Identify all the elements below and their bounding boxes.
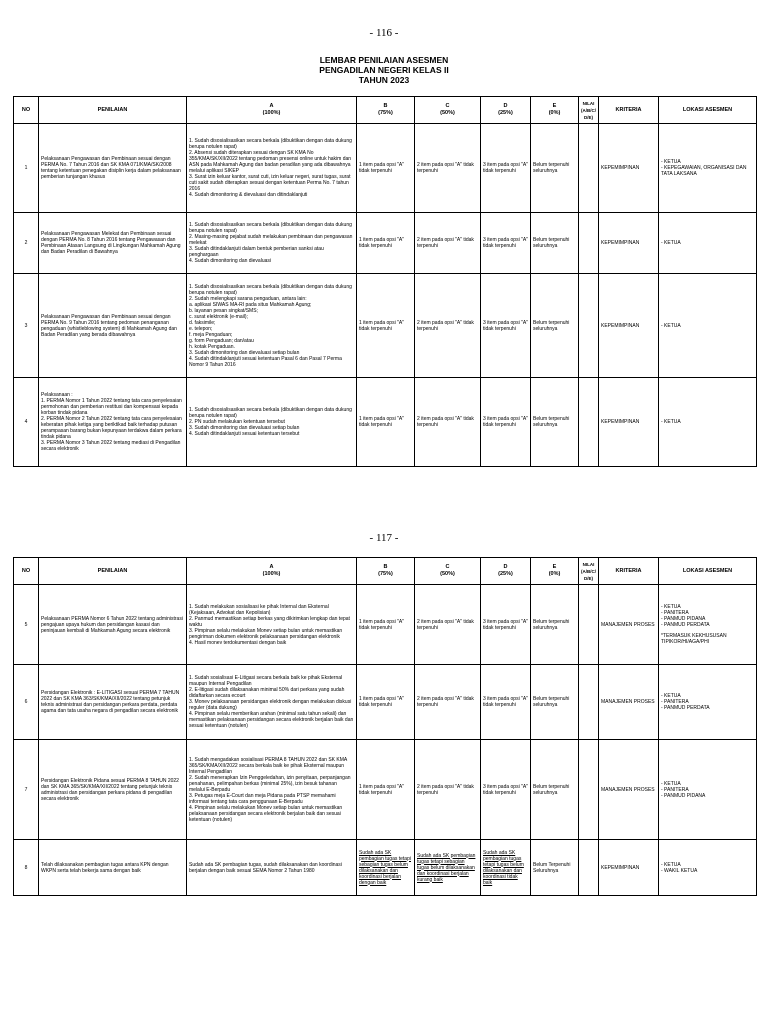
table-row — [14, 124, 757, 213]
row-penilaian: Persidangan Elektronik Pidana sesuai PERMA 8 TAHUN 2022 dan SK KMA 365/SK/KMA/XII/2022 tentang petunjuk teknis administrasi dan persidangan perkara pidana di pengadilan secara elektronik — [39, 740, 187, 840]
row-d: 3 item pada opsi "A" tidak terpenuhi — [481, 274, 531, 378]
row-penilaian: Telah dilaksanakan pembagian tugas antara KPN dengan WKPN serta telah bekerja sama dengan baik — [39, 840, 187, 896]
header-nilai: NILAI (A/B/C/ D/E) — [579, 558, 599, 585]
assessment-table-2 — [13, 557, 757, 896]
row-lokasi: - KETUA - PANITERA - PANMUD PERDATA — [659, 665, 757, 740]
row-d: 3 item pada opsi "A" tidak terpenuhi — [481, 740, 531, 840]
row-e: Belum terpenuhi seluruhnya — [531, 740, 579, 840]
row-nilai[interactable] — [579, 274, 599, 378]
page-number-117: - 117 - — [369, 532, 399, 544]
row-b: 1 item pada opsi "A" tidak terpenuhi — [357, 665, 415, 740]
row-nilai[interactable] — [579, 585, 599, 665]
row-kriteria: MANAJEMEN PROSES — [599, 665, 659, 740]
row-a: Sudah ada SK pembagian tugas, sudah dilaksanakan dan koordinasi berjalan dengan baik sesuai SEMA Nomor 2 Tahun 1980 — [187, 840, 357, 896]
table-row — [14, 274, 757, 378]
row-no: 6 — [14, 665, 39, 740]
row-penilaian: Pelaksanaan PERMA Nomor 6 Tahun 2022 tentang administrasi pengajuan upaya hukum dan persidangan kasasi dan peninjauan kembali di Mahkamah Agung secara elektronik — [39, 585, 187, 665]
table-row — [14, 585, 757, 665]
row-e: Belum terpenuhi seluruhnya — [531, 378, 579, 467]
row-b: Sudah ada SK pembagian tugas tetapi sebagian tugas belum dilaksanakan dan koordinasi berjalan dengan baik — [357, 840, 415, 896]
row-nilai[interactable] — [579, 740, 599, 840]
header-e: E (0%) — [531, 97, 579, 124]
row-lokasi: - KETUA - KEPEGAWAIAN, ORGANISASI DAN TATA LAKSANA — [659, 124, 757, 213]
row-lokasi: - KETUA - PANITERA - PANMUD PIDANA - PANMUD PERDATA *TERMASUK KEKHUSUSAN TIPIKOR/HI/AGA/PHI — [659, 585, 757, 665]
header-nilai: NILAI (A/B/C/ D/E) — [579, 97, 599, 124]
row-lokasi: - KETUA - WAKIL KETUA — [659, 840, 757, 896]
header-penilaian: PENILAIAN — [39, 97, 187, 124]
title-line-2: PENGADILAN NEGERI KELAS II — [319, 65, 449, 75]
row-kriteria: MANAJEMEN PROSES — [599, 585, 659, 665]
document-title — [0, 55, 768, 85]
row-penilaian: Pelaksanaan Pengawasan dan Pembinaan sesuai dengan PERMA No. 7 Tahun 2016 dan SK KMA 071/KMA/SK/2008 tentang ketentuan penegakan disiplin kerja dalam pelaksanaan pemberian tunjangan khusus — [39, 124, 187, 213]
row-b: 1 item pada opsi "A" tidak terpenuhi — [357, 213, 415, 274]
header-d: D (25%) — [481, 558, 531, 585]
row-e: Belum Terpenuhi Seluruhnya — [531, 840, 579, 896]
row-c: 2 item pada opsi "A" tidak terpenuhi — [415, 740, 481, 840]
row-a: 1. Sudah sosialisasi E-Litigasi secara berkala baik ke pihak Eksternal maupun Internal Pengadilan 2. E-litigasi sudah dilaksanakan minimal 50% dari perkara yang sudah didaftarkan secara ecourt 3. Monev pelaksanaan persidangan elektronik dengan melakukan diskusi reguler (data dukung) 4. Pimpinan selalu memberikan arahan (minimal satu tahun sekali) dan memastikan pelaksanaan persidangan secara elektronik berjalan baik dan sesuai ketentuan (notulen) — [187, 665, 357, 740]
row-nilai[interactable] — [579, 840, 599, 896]
row-no: 2 — [14, 213, 39, 274]
row-kriteria: KEPEMIMPINAN — [599, 840, 659, 896]
row-d: Sudah ada SK pembagian tugas tetapi tugas belum dilaksanakan dan koordinasi tidak baik — [481, 840, 531, 896]
assessment-table-1 — [13, 96, 757, 467]
row-no: 8 — [14, 840, 39, 896]
row-kriteria: KEPEMIMPINAN — [599, 274, 659, 378]
row-e: Belum terpenuhi seluruhnya — [531, 213, 579, 274]
row-b: 1 item pada opsi "A" tidak terpenuhi — [357, 124, 415, 213]
row-penilaian: Pelaksanaan Pengawasan Melekat dan Pembinaan sesuai dengan PERMA No. 8 Tahun 2016 tentang Pengawasan dan Pembinaan Atasan Langsung di Lingkungan Mahkamah Agung dan Badan Peradilan di Bawahnya — [39, 213, 187, 274]
row-penilaian: Pelaksanaan : 1. PERMA Nomor 1 Tahun 2022 tentang tata cara penyelesaian permohonan dan pemberian restitusi dan kompensasi kepada korban tindak pidana 2. PERMA Nomor 2 Tahun 2022 tentang tata cara penyelesaian keberatan pihak ketiga yang beriktikad baik terhadap putusan perampasan barang bukan kepunyaan terdakwa dalam perkara tindak pidana 3. PERMA Nomor 3 Tahun 2022 tentang mediasi di Pengadilan secara elektronik — [39, 378, 187, 467]
row-kriteria: KEPEMIMPINAN — [599, 213, 659, 274]
header-lokasi: LOKASI ASESMEN — [659, 558, 757, 585]
table-row — [14, 740, 757, 840]
title-line-3: TAHUN 2023 — [358, 75, 410, 85]
row-b: 1 item pada opsi "A" tidak terpenuhi — [357, 378, 415, 467]
header-b: B (75%) — [357, 97, 415, 124]
row-c: 2 item pada opsi "A" tidak terpenuhi — [415, 124, 481, 213]
row-no: 5 — [14, 585, 39, 665]
row-nilai[interactable] — [579, 378, 599, 467]
row-e: Belum terpenuhi seluruhnya — [531, 124, 579, 213]
row-a: 1. Sudah mengadakan sosialisasi PERMA 8 TAHUN 2022 dan SK KMA 365/SK/KMA/XII/2022 secara berkala baik ke pihak Eksternal maupun Internal Pengadilan 2. Sudah menerapkan Izin Penggeledahan, izin penyitaan, perpanjangan penahanan, pelimpahan berkas (minimal 25%), izin besuk tahanan melalui E-Berpadu 3. Petugas meja E-Court dan meja Pidana pada PTSP memahami informasi tentang tata cara penggunaan E-Berpadu 4. Pimpinan selalu melakukan Monev setiap bulan untuk memastikan pelaksanaan persidangan secara elektronik berjalan baik dan sesuai ketentuan (notulen) — [187, 740, 357, 840]
row-lokasi: - KETUA — [659, 213, 757, 274]
row-kriteria: KEPEMIMPINAN — [599, 378, 659, 467]
row-lokasi: - KETUA - PANITERA - PANMUD PIDANA — [659, 740, 757, 840]
row-nilai[interactable] — [579, 124, 599, 213]
row-e: Belum terpenuhi seluruhnya — [531, 665, 579, 740]
row-no: 7 — [14, 740, 39, 840]
title-line-1: LEMBAR PENILAIAN ASESMEN — [319, 55, 449, 65]
row-c: 2 item pada opsi "A" tidak terpenuhi — [415, 665, 481, 740]
row-nilai[interactable] — [579, 665, 599, 740]
row-d: 3 item pada opsi "A" tidak terpenuhi — [481, 378, 531, 467]
row-a: 1. Sudah disosialisasikan secara berkala (dibuktikan dengan data dukung berupa notulen rapat) 2. Masing-masing pejabat sudah melakukan pembinaan dan pengawasan melekat 3. Sudah ditindaklanjuti dalam bentuk pemberian sanksi atau penghargaan 4. Sudah dimonitoring dan dievaluasi — [187, 213, 357, 274]
row-b: 1 item pada opsi "A" tidak terpenuhi — [357, 740, 415, 840]
header-a: A (100%) — [187, 97, 357, 124]
header-no: NO — [14, 97, 39, 124]
header-kriteria: KRITERIA — [599, 558, 659, 585]
header-kriteria: KRITERIA — [599, 97, 659, 124]
table-row — [14, 665, 757, 740]
page-number-116: - 116 - — [369, 27, 399, 39]
header-c: C (50%) — [415, 97, 481, 124]
header-b: B (75%) — [357, 558, 415, 585]
header-c: C (50%) — [415, 558, 481, 585]
row-nilai[interactable] — [579, 213, 599, 274]
header-row — [14, 558, 757, 585]
row-kriteria: KEPEMIMPINAN — [599, 124, 659, 213]
row-penilaian: Pelaksanaan Pengawasan dan Pembinaan sesuai dengan PERMA No. 9 Tahun 2016 tentang pedoman penanganan pengaduan (whistleblowing system) di Mahkamah Agung dan Badan Peradilan yang berada dibawahnya — [39, 274, 187, 378]
row-lokasi: - KETUA — [659, 378, 757, 467]
row-b: 1 item pada opsi "A" tidak terpenuhi — [357, 274, 415, 378]
row-c: 2 item pada opsi "A" tidak terpenuhi — [415, 378, 481, 467]
row-c: 2 item pada opsi "A" tidak terpenuhi — [415, 274, 481, 378]
row-d: 3 item pada opsi "A" tidak terpenuhi — [481, 124, 531, 213]
row-a: 1. Sudah disosialisasikan secara berkala (dibuktikan dengan data dukung berupa notulen rapat) 2. PN sudah melakukan ketentuan tersebut 3. Sudah dimonitoring dan dievaluasi setiap bulan 4. Sudah ditindaklanjuti sesuai ketentuan tersebut — [187, 378, 357, 467]
row-penilaian: Persidangan Elektronik : E-LITIGASI sesuai PERMA 7 TAHUN 2022 dan SK KMA 363/SK/KMA/XII/2022 tentang petunjuk teknis administrasi dan persidangan perkara perdata, perdata agama dan tata usaha negara di pengadilan secara elektronik — [39, 665, 187, 740]
row-d: 3 item pada opsi "A" tidak terpenuhi — [481, 665, 531, 740]
row-b: 1 item pada opsi "A" tidak terpenuhi — [357, 585, 415, 665]
row-d: 3 item pada opsi "A" tidak terpenuhi — [481, 585, 531, 665]
header-no: NO — [14, 558, 39, 585]
header-a: A (100%) — [187, 558, 357, 585]
row-e: Belum terpenuhi seluruhnya — [531, 585, 579, 665]
row-no: 3 — [14, 274, 39, 378]
header-lokasi: LOKASI ASESMEN — [659, 97, 757, 124]
row-c: 2 item pada opsi "A" tidak terpenuhi — [415, 585, 481, 665]
row-a: 1. Sudah disosialisasikan secara berkala (dibuktikan dengan data dukung berupa notulen rapat) 2. Sudah melengkapi sarana pengaduan, antara lain: a. aplikasi SIWAS MA-RI pada situs Mahkamah Agung; b. layanan pesan singkat/SMS; c. surat elektronik (e-mail); d. faksimile; e. telepon; f. meja Pengaduan; g. form Pengaduan; dan/atau h. kotak Pengaduan. 3. Sudah dimonitoring dan dievaluasi setiap bulan 4. Sudah ditindaklanjuti sesuai ketentuan Pasal 6 dan Pasal 7 Perma Nomor 9 Tahun 2016 — [187, 274, 357, 378]
header-d: D (25%) — [481, 97, 531, 124]
row-a: 1. Sudah melakukan sosialisasi ke pihak Internal dan Eksternal (Kejaksaan, Advokat dan Kepolisian) 2. Panmud memastikan setiap berkas yang dikirimkan lengkap dan tepat waktu 3. Pimpinan selalu melakukan Monev setiap bulan untuk memastikan pengiriman dokumen elektronik pelaksanaan persidangan elektronik 4. Hasil monev terdokumentasi dengan baik — [187, 585, 357, 665]
header-row — [14, 97, 757, 124]
row-e: Belum terpenuhi seluruhnya — [531, 274, 579, 378]
row-c: 2 item pada opsi "A" tidak terpenuhi — [415, 213, 481, 274]
table-row — [14, 378, 757, 467]
row-c: Sudah ada SK pembagian tugas tetapi sebagian tugas belum dilaksanakan dan koordinasi berjalan kurang baik — [415, 840, 481, 896]
row-no: 4 — [14, 378, 39, 467]
row-a: 1. Sudah disosialisasikan secara berkala (dibuktikan dengan data dukung berupa notulen rapat) 2. Absensi sudah diterapkan sesuai dengan SK KMA No 355/KMA/SK/XII/2022 tentang pedoman presensi online untuk hakim dan ASN pada Mahkamah Agung dan badan peradilan yang ada dibawahnya melalui aplikasi SIKEP 3. Surat izin keluar kantor, surat cuti, izin keluar negeri, surat tugas, surat cuti sakit sudah diterapkan sesuai dengan ketentuan Perma No. 7 tahun 2016 4. Sudah dimonitoring & dievaluasi dan ditindaklanjuti — [187, 124, 357, 213]
row-kriteria: MANAJEMEN PROSES — [599, 740, 659, 840]
row-d: 3 item pada opsi "A" tidak terpenuhi — [481, 213, 531, 274]
table-row — [14, 213, 757, 274]
row-lokasi: - KETUA — [659, 274, 757, 378]
header-e: E (0%) — [531, 558, 579, 585]
table-row — [14, 840, 757, 896]
header-penilaian: PENILAIAN — [39, 558, 187, 585]
row-no: 1 — [14, 124, 39, 213]
